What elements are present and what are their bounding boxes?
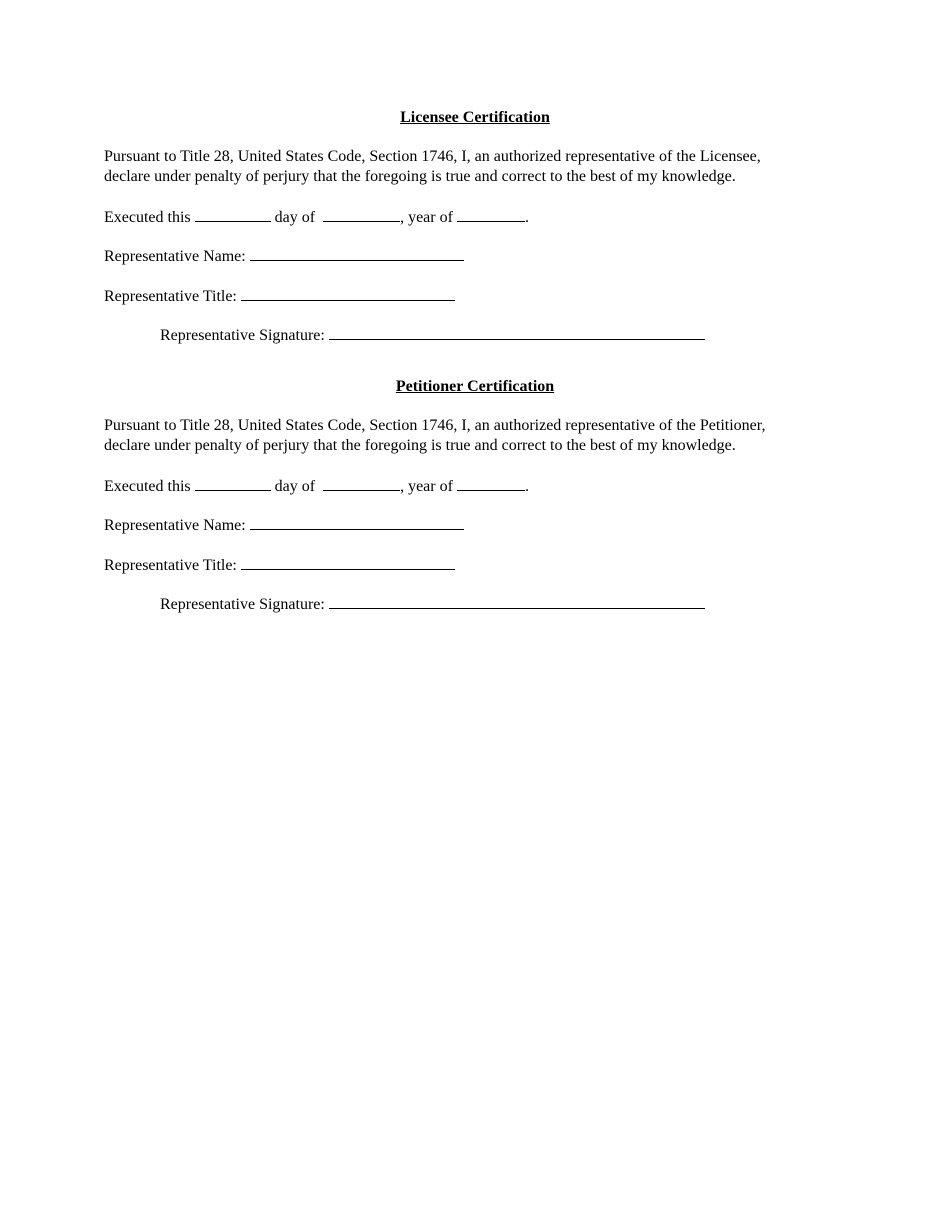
year-of-label: , year of — [400, 209, 453, 226]
licensee-title-line — [104, 285, 455, 307]
name-label: Representative Name: — [104, 248, 246, 265]
petitioner-executed-line — [104, 475, 529, 497]
signature-label: Representative Signature: — [160, 327, 325, 344]
period: . — [524, 209, 529, 226]
representative-title-field[interactable] — [241, 285, 455, 301]
day-blank-field[interactable] — [195, 475, 271, 491]
licensee-certification-heading: Licensee Certification — [400, 109, 550, 126]
day-blank-field[interactable] — [195, 206, 271, 222]
paragraph-line: Pursuant to Title 28, United States Code, Section 1746, I, an authorized representative of the Licensee, — [104, 148, 761, 165]
licensee-executed-line — [104, 206, 529, 228]
petitioner-certification-heading: Petitioner Certification — [395, 378, 555, 395]
year-blank-field[interactable] — [457, 206, 525, 222]
year-blank-field[interactable] — [457, 475, 525, 491]
name-label: Representative Name: — [104, 517, 246, 534]
year-of-label: , year of — [400, 478, 453, 495]
petitioner-signature-line — [160, 593, 705, 615]
executed-label: Executed this — [104, 478, 191, 495]
day-of-label: day of — [274, 209, 316, 226]
representative-signature-field[interactable] — [329, 324, 705, 340]
title-label: Representative Title: — [104, 557, 237, 574]
paragraph-line: declare under penalty of perjury that the foregoing is true and correct to the best of my knowledge. — [104, 437, 736, 454]
licensee-name-line — [104, 245, 464, 267]
month-blank-field[interactable] — [323, 206, 400, 222]
representative-signature-field[interactable] — [329, 593, 705, 609]
petitioner-name-line — [104, 514, 464, 536]
signature-label: Representative Signature: — [160, 596, 325, 613]
licensee-declaration-paragraph — [104, 147, 824, 187]
representative-title-field[interactable] — [241, 554, 455, 570]
period: . — [524, 478, 529, 495]
representative-name-field[interactable] — [250, 245, 464, 261]
title-label: Representative Title: — [104, 288, 237, 305]
paragraph-line: Pursuant to Title 28, United States Code, Section 1746, I, an authorized representative of the Petitioner, — [104, 417, 766, 434]
licensee-signature-line — [160, 324, 705, 346]
paragraph-line: declare under penalty of perjury that the foregoing is true and correct to the best of my knowledge. — [104, 168, 736, 185]
month-blank-field[interactable] — [323, 475, 400, 491]
petitioner-declaration-paragraph — [104, 416, 834, 456]
executed-label: Executed this — [104, 209, 191, 226]
petitioner-title-line — [104, 554, 455, 576]
day-of-label: day of — [274, 478, 316, 495]
representative-name-field[interactable] — [250, 514, 464, 530]
